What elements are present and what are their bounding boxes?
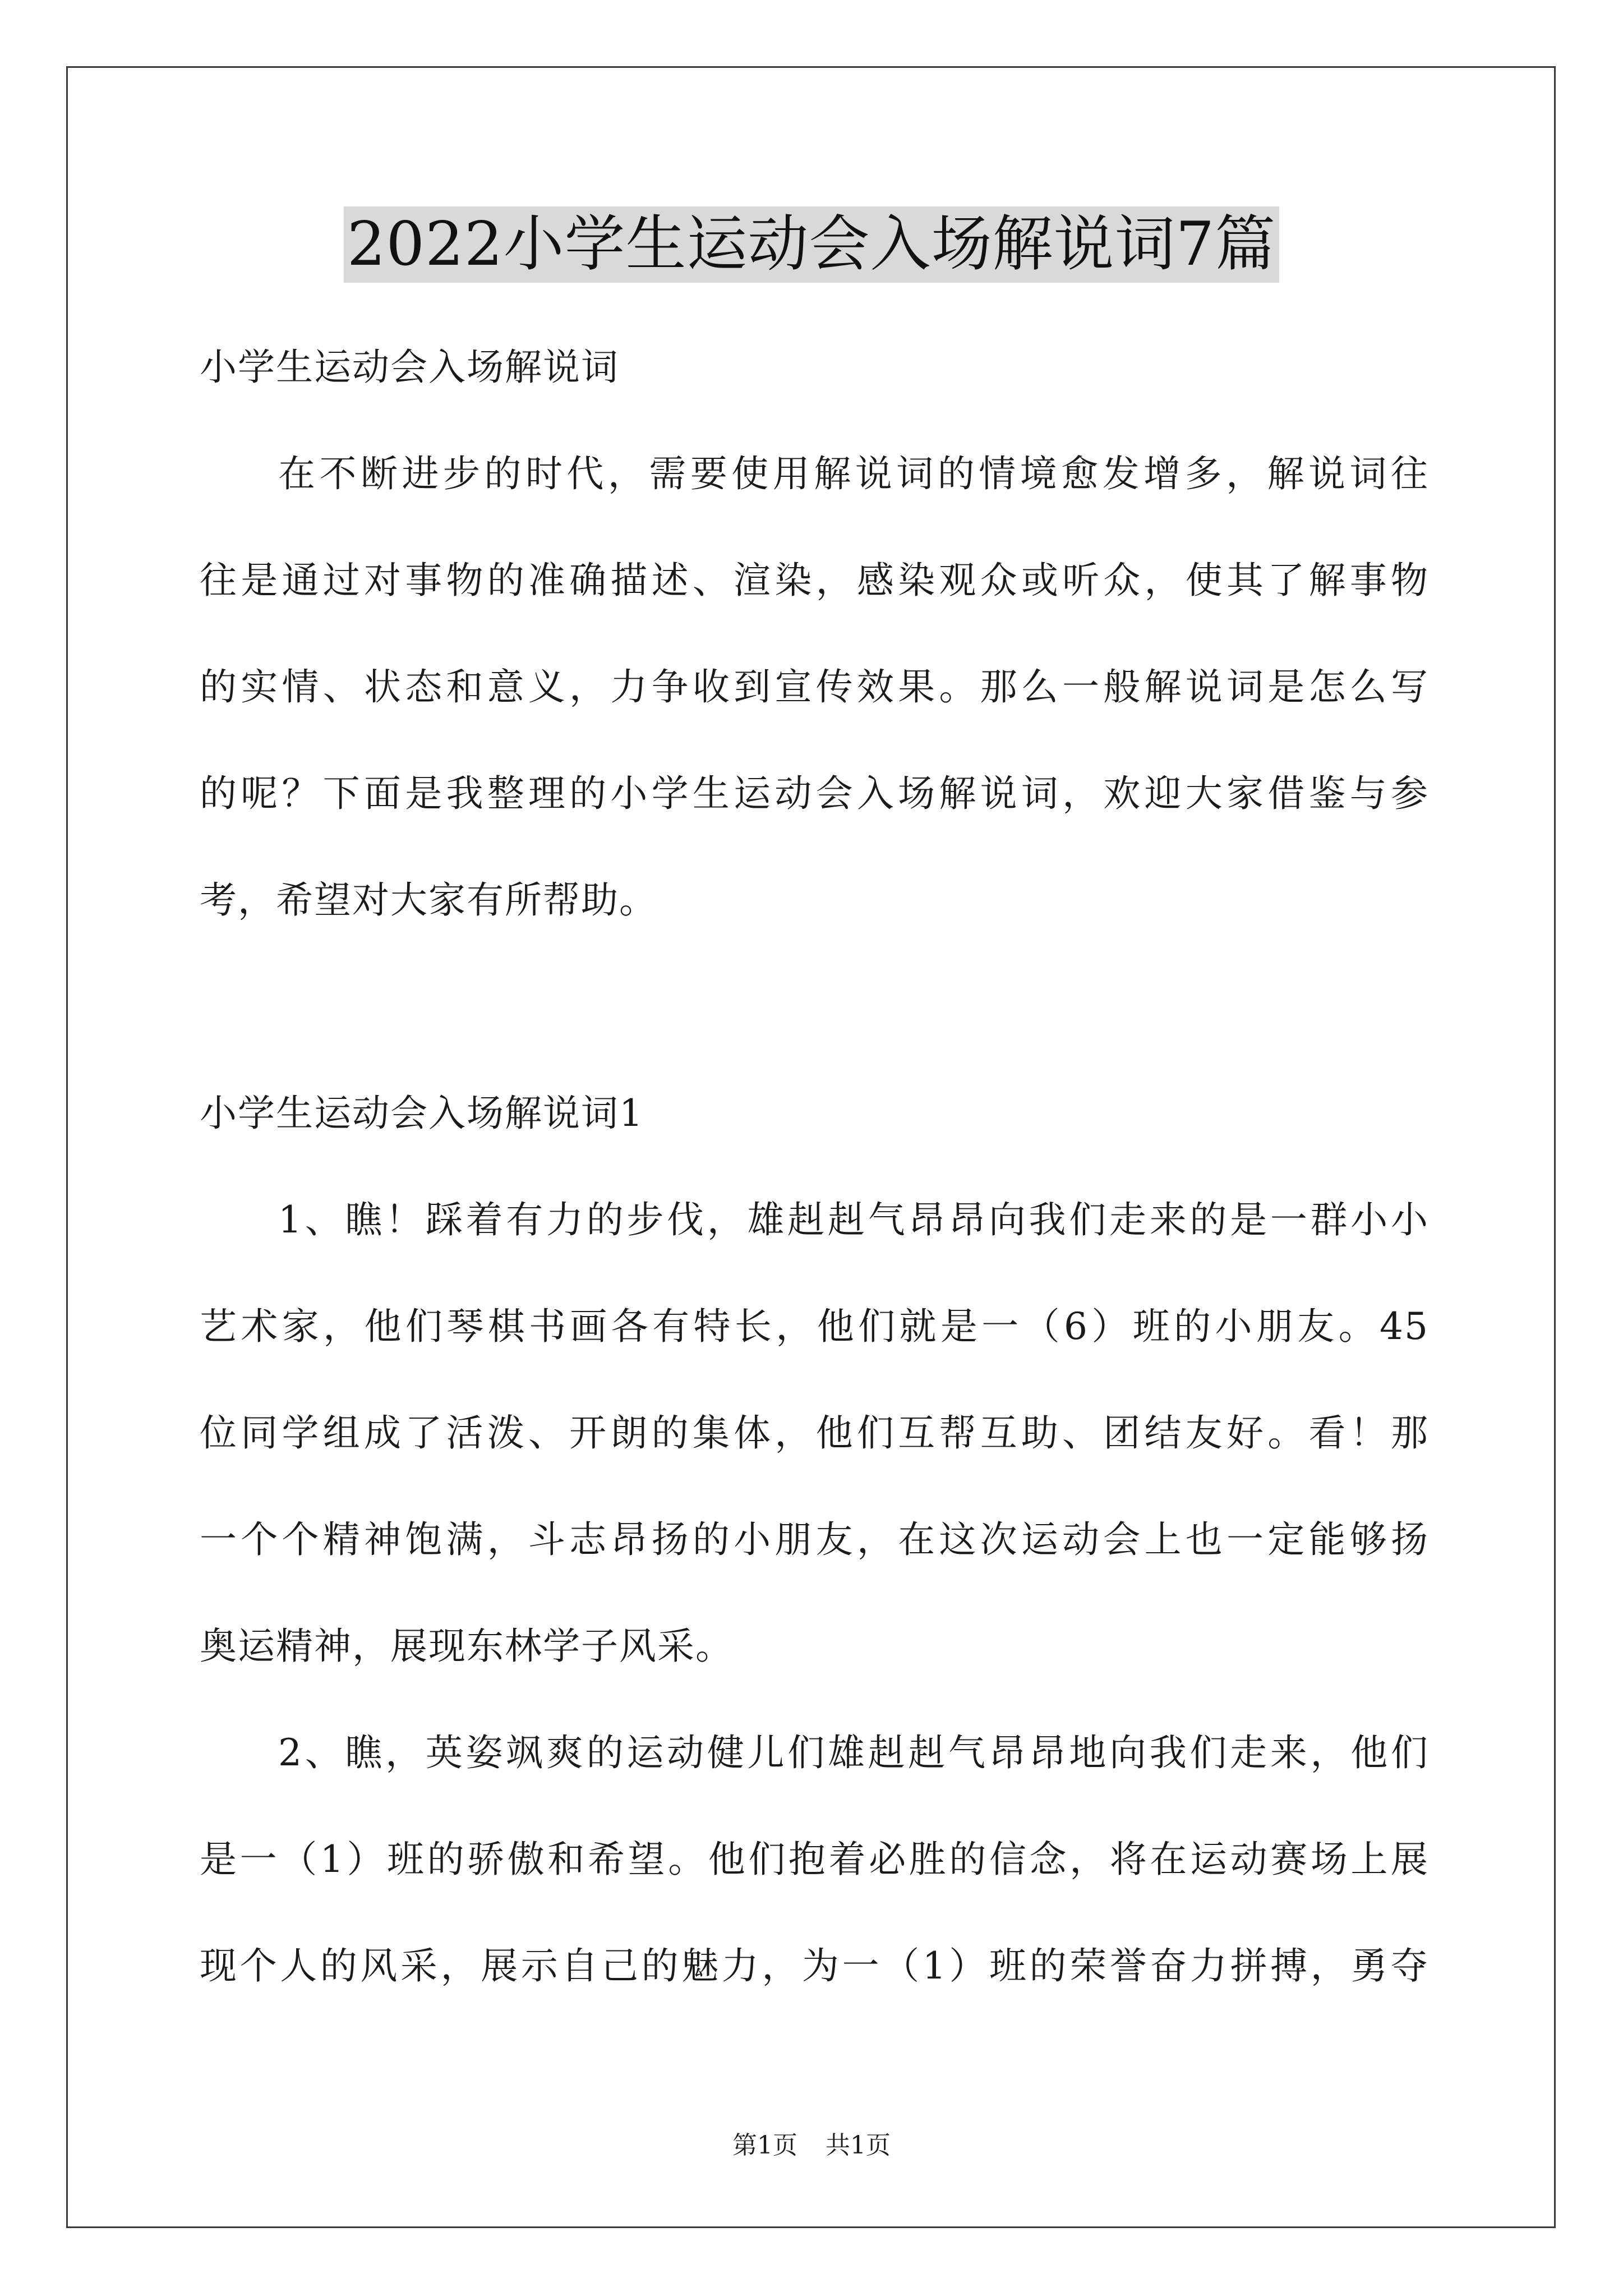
paragraph-line: 现个人的风采，展示自己的魅力，为一（1）班的荣誉奋力拼搏，勇夺 [200, 1944, 1429, 1987]
intro-heading: 小学生运动会入场解说词 [200, 346, 619, 389]
paragraph-line: 位同学组成了活泼、开朗的集体，他们互帮互助、团结友好。看！那 [200, 1411, 1429, 1455]
title-area [0, 206, 1623, 283]
paragraph-line: 考，希望对大家有所帮助。 [200, 878, 657, 922]
page-footer [0, 2129, 1623, 2162]
paragraph-line: 的实情、状态和意义，力争收到宣传效果。那么一般解说词是怎么写 [200, 665, 1429, 708]
paragraph-line: 奥运精神，展现东林学子风采。 [200, 1625, 734, 1668]
document-title: 2022小学生运动会入场解说词7篇 [344, 206, 1280, 283]
section-heading: 小学生运动会入场解说词1 [200, 1092, 644, 1135]
paragraph-2 [200, 1700, 1429, 2019]
document-body [200, 314, 1429, 2019]
paragraph-1 [200, 1167, 1429, 1700]
paragraph-line: 2、瞧，英姿飒爽的运动健儿们雄赳赳气昂昂地向我们走来，他们 [278, 1731, 1429, 1774]
intro-paragraph [200, 421, 1429, 954]
paragraph-line: 一个个精神饱满，斗志昂扬的小朋友，在这次运动会上也一定能够扬 [200, 1518, 1429, 1561]
paragraph-line: 在不断进步的时代，需要使用解说词的情境愈发增多，解说词往 [278, 452, 1429, 495]
blank-line [200, 954, 1429, 1060]
paragraph-line: 1、瞧！踩着有力的步伐，雄赳赳气昂昂向我们走来的是一群小小 [278, 1198, 1429, 1241]
paragraph-line: 的呢？下面是我整理的小学生运动会入场解说词，欢迎大家借鉴与参 [200, 772, 1429, 815]
page-number: 第1页 [732, 2131, 797, 2160]
paragraph-line: 往是通过对事物的准确描述、渲染，感染观众或听众，使其了解事物 [200, 559, 1429, 602]
paragraph-line: 是一（1）班的骄傲和希望。他们抱着必胜的信念，将在运动赛场上展 [200, 1838, 1429, 1881]
paragraph-line: 艺术家，他们琴棋书画各有特长，他们就是一（6）班的小朋友。45 [200, 1305, 1429, 1348]
page-total: 共1页 [826, 2131, 891, 2160]
